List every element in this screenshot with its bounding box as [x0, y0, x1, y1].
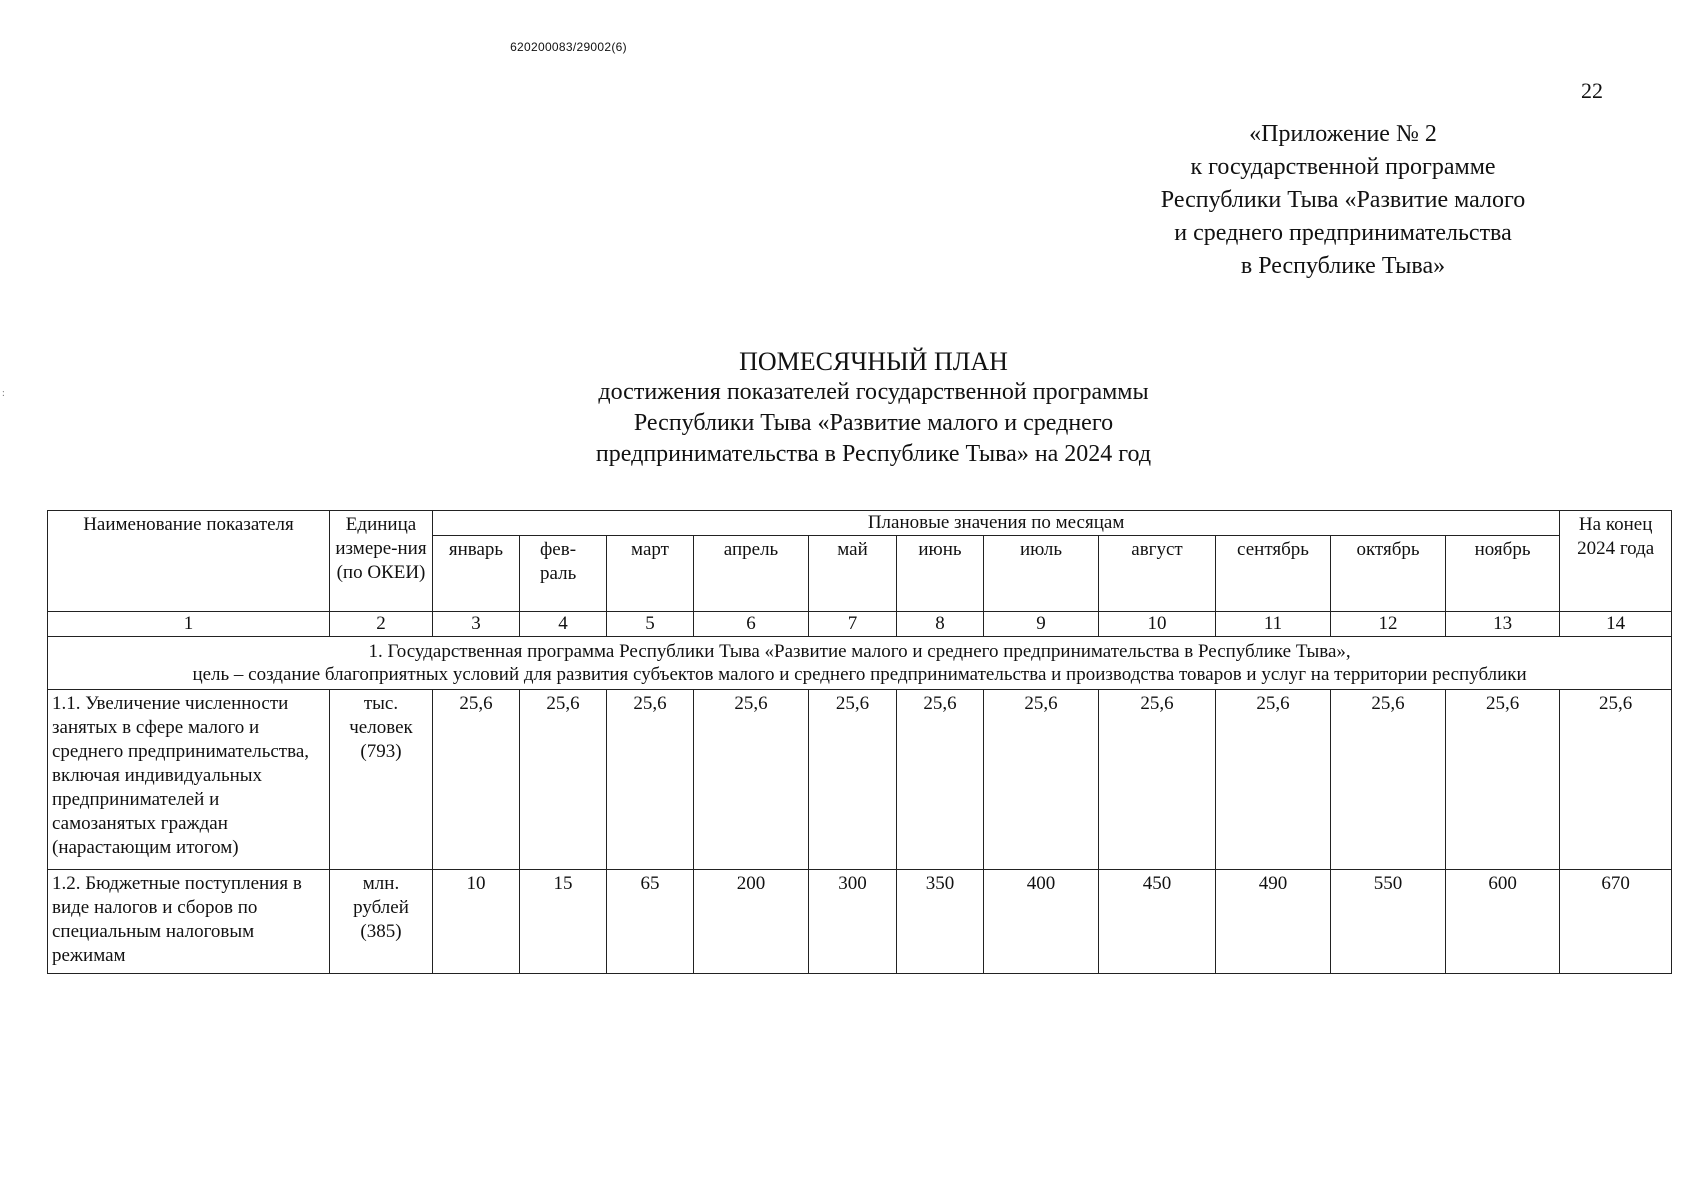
- indicator-unit: тыс. человек (793): [330, 690, 433, 870]
- column-number: 10: [1099, 612, 1216, 637]
- column-number: 5: [607, 612, 694, 637]
- indicator-name: 1.2. Бюджетные поступления в виде налогов и сборов по специальным налоговым режимам: [48, 870, 330, 974]
- value-cell: 200: [694, 870, 809, 974]
- margin-mark: :: [2, 388, 5, 399]
- column-number: 11: [1216, 612, 1331, 637]
- value-cell: 25,6: [897, 690, 984, 870]
- document-title: [0, 346, 1697, 470]
- value-cell: 350: [897, 870, 984, 974]
- header-unit: Единица измере-ния (по ОКЕИ): [330, 511, 433, 612]
- value-cell: 550: [1331, 870, 1446, 974]
- value-cell: 15: [520, 870, 607, 974]
- appendix-block: [1083, 118, 1603, 283]
- header-row: [48, 511, 1672, 536]
- title-main: ПОМЕСЯЧНЫЙ ПЛАН: [739, 347, 1008, 376]
- header-name: Наименование показателя: [48, 511, 330, 612]
- indicator-unit: млн. рублей (385): [330, 870, 433, 974]
- document-code: 620200083/29002(6): [510, 40, 627, 54]
- appendix-line: «Приложение № 2: [1249, 121, 1437, 147]
- month-header: июль: [984, 536, 1099, 612]
- title-line: Республики Тыва «Развитие малого и среднего: [633, 410, 1114, 436]
- section-line: цель – создание благоприятных условий для развития субъектов малого и среднего предпринимательства и производства товаров и услуг на территории республики: [192, 664, 1527, 685]
- month-header: апрель: [694, 536, 809, 612]
- month-header: сентябрь: [1216, 536, 1331, 612]
- column-number: 14: [1560, 612, 1672, 637]
- value-cell: 25,6: [1446, 690, 1560, 870]
- table-row: [48, 690, 1672, 870]
- month-header: июнь: [897, 536, 984, 612]
- appendix-line: в Республике Тыва»: [1240, 253, 1446, 279]
- value-cell: 600: [1446, 870, 1560, 974]
- value-cell: 65: [607, 870, 694, 974]
- value-cell: 300: [809, 870, 897, 974]
- column-number: 1: [48, 612, 330, 637]
- monthly-plan-table: [47, 510, 1672, 974]
- column-numbers-row: [48, 612, 1672, 637]
- column-number: 7: [809, 612, 897, 637]
- value-cell: 25,6: [607, 690, 694, 870]
- indicator-name: 1.1. Увеличение численности занятых в сфере малого и среднего предпринимательства, включая индивидуальных предпринимателей и самозанятых граждан (нарастающим итогом): [48, 690, 330, 870]
- section-cell: [48, 637, 1672, 690]
- column-number: 6: [694, 612, 809, 637]
- month-header: фев-раль: [520, 536, 607, 612]
- column-number: 12: [1331, 612, 1446, 637]
- column-number: 8: [897, 612, 984, 637]
- title-line: предпринимательства в Республике Тыва» на 2024 год: [595, 441, 1152, 467]
- value-cell: 25,6: [1331, 690, 1446, 870]
- appendix-line: и среднего предпринимательства: [1174, 220, 1512, 246]
- month-header: май: [809, 536, 897, 612]
- month-header: август: [1099, 536, 1216, 612]
- value-cell: 10: [433, 870, 520, 974]
- value-cell: 25,6: [984, 690, 1099, 870]
- value-cell: 25,6: [809, 690, 897, 870]
- month-header: октябрь: [1331, 536, 1446, 612]
- header-plan-group: Плановые значения по месяцам: [433, 511, 1560, 536]
- section-line: 1. Государственная программа Республики Тыва «Развитие малого и среднего предпринимательства в Республике Тыва»,: [368, 641, 1351, 662]
- page-number: 22: [1581, 78, 1603, 103]
- value-cell: 25,6: [694, 690, 809, 870]
- column-number: 3: [433, 612, 520, 637]
- value-cell: 25,6: [520, 690, 607, 870]
- section-row: [48, 637, 1672, 690]
- value-cell: 25,6: [1099, 690, 1216, 870]
- appendix-line: Республики Тыва «Развитие малого: [1160, 187, 1526, 213]
- value-cell: 450: [1099, 870, 1216, 974]
- value-cell: 25,6: [1560, 690, 1672, 870]
- value-cell: 490: [1216, 870, 1331, 974]
- value-cell: 25,6: [433, 690, 520, 870]
- column-number: 9: [984, 612, 1099, 637]
- column-number: 4: [520, 612, 607, 637]
- column-number: 13: [1446, 612, 1560, 637]
- header-end-of-year: На конец 2024 года: [1560, 511, 1672, 612]
- value-cell: 670: [1560, 870, 1672, 974]
- appendix-line: к государственной программе: [1190, 154, 1496, 180]
- month-header: ноябрь: [1446, 536, 1560, 612]
- value-cell: 25,6: [1216, 690, 1331, 870]
- value-cell: 400: [984, 870, 1099, 974]
- table-row: [48, 870, 1672, 974]
- month-header: март: [607, 536, 694, 612]
- column-number: 2: [330, 612, 433, 637]
- title-line: достижения показателей государственной программы: [598, 379, 1149, 405]
- month-header: январь: [433, 536, 520, 612]
